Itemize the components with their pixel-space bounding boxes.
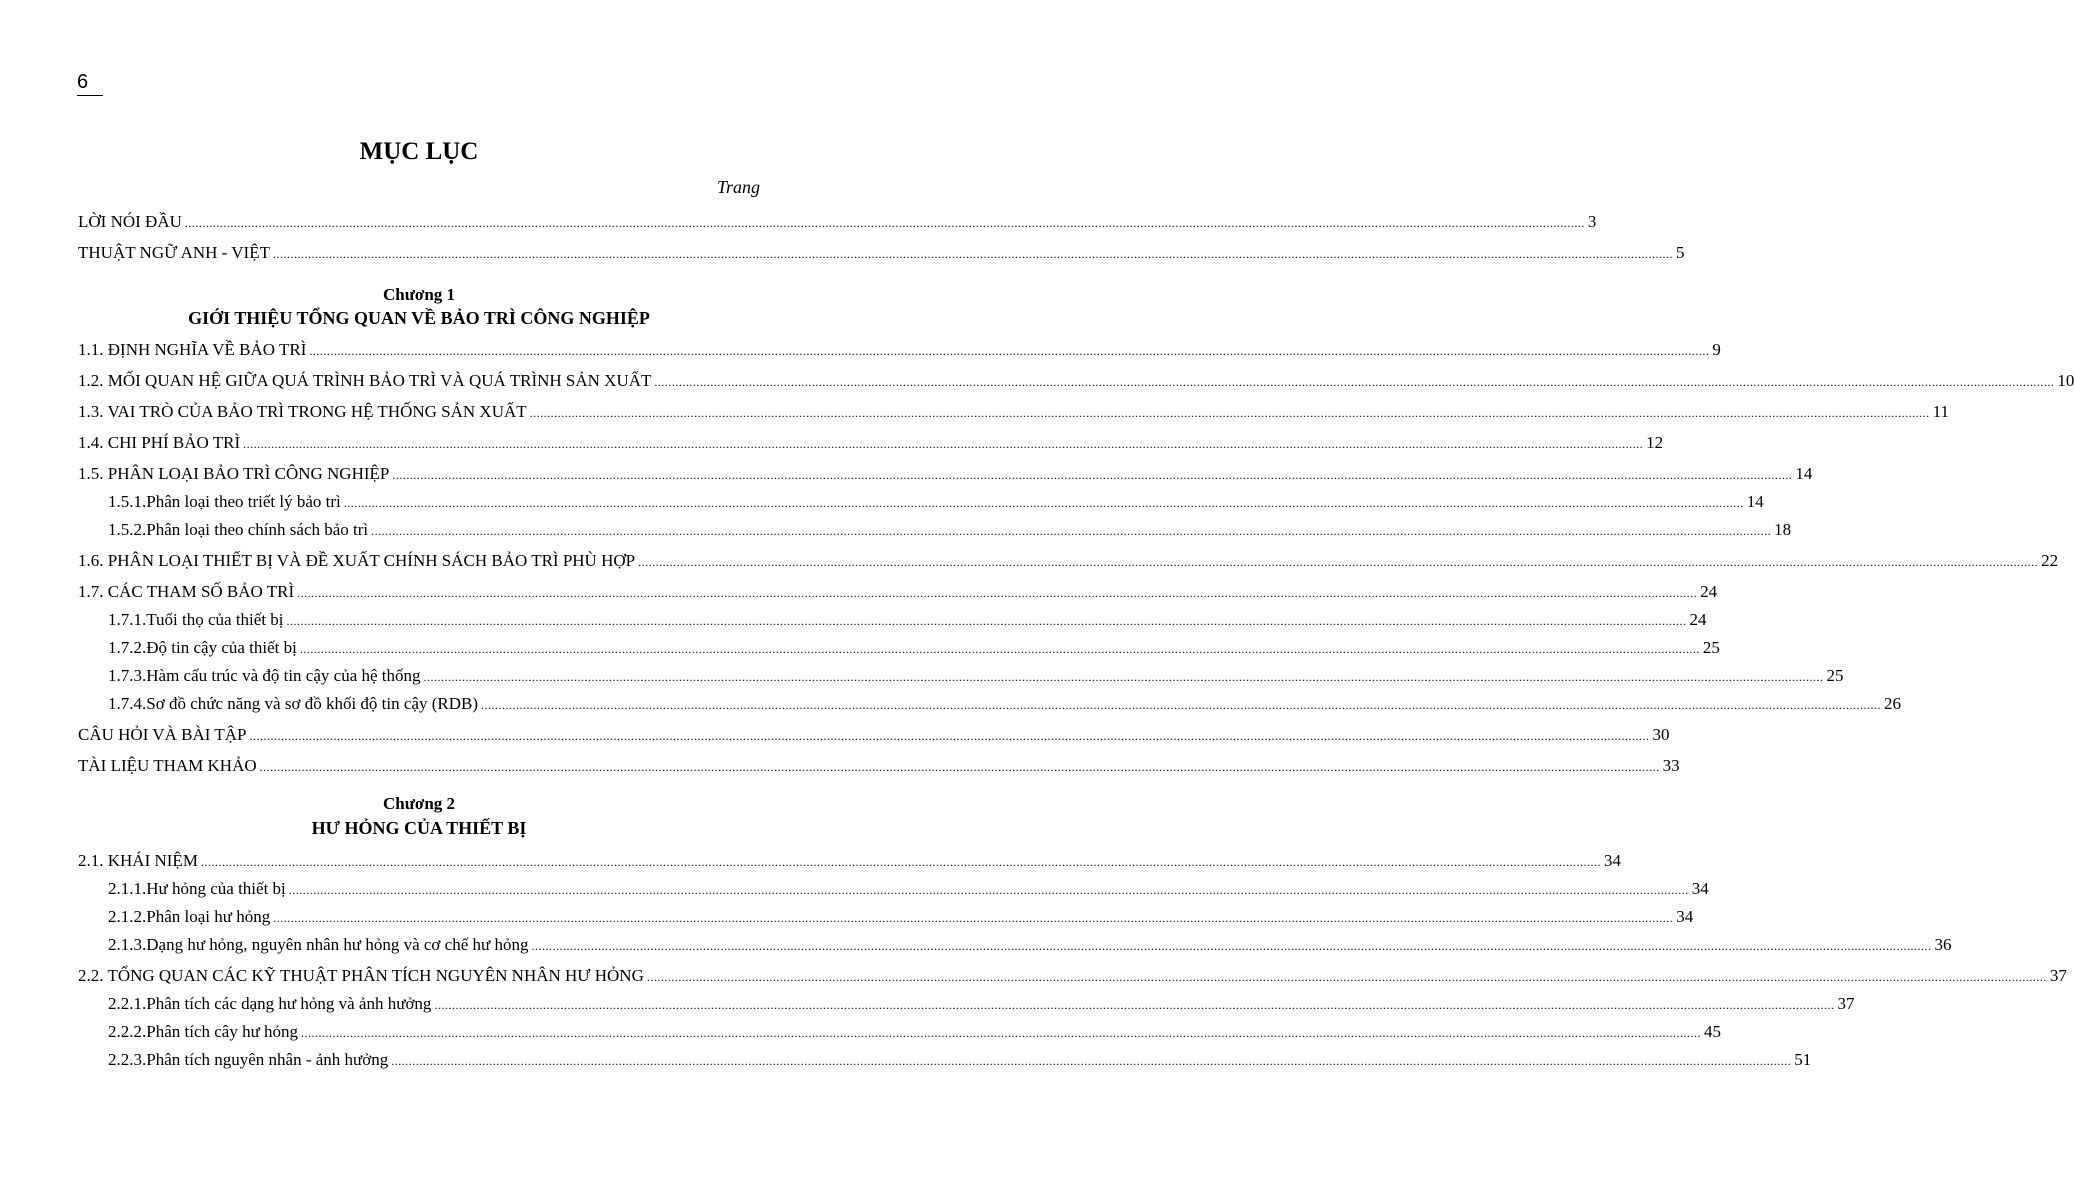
toc-entry-page: 33 bbox=[1662, 756, 1680, 775]
toc-entry-page: 5 bbox=[1676, 243, 1685, 262]
chapter-heading: Chương 2 bbox=[382, 794, 456, 813]
toc-entry-page: 34 bbox=[1676, 907, 1694, 926]
toc-dot-leader: ................................................................................................................................................................................................................................................................................................................................................................................................................ bbox=[299, 642, 1700, 656]
toc-entry-page: 37 bbox=[1837, 994, 1855, 1013]
toc-entry-page: 45 bbox=[1704, 1022, 1722, 1041]
toc-entry-label: LỜI NÓI ĐẦU bbox=[78, 212, 182, 231]
toc-entry-label: Dạng hư hỏng, nguyên nhân hư hỏng và cơ chế hư hỏng bbox=[146, 935, 529, 954]
toc-entry-page: 18 bbox=[1774, 520, 1792, 539]
toc-entry-label: CÂU HỎI VÀ BÀI TẬP bbox=[78, 725, 247, 744]
toc-entry-page: 24 bbox=[1700, 582, 1718, 601]
toc-entry[interactable] bbox=[78, 400, 1950, 424]
toc-dot-leader: ................................................................................................................................................................................................................................................................................................................................................................................................................ bbox=[297, 586, 1698, 600]
toc-dot-leader: ................................................................................................................................................................................................................................................................................................................................................................................................................ bbox=[309, 344, 1710, 358]
toc-dot-leader: ................................................................................................................................................................................................................................................................................................................................................................................................................ bbox=[288, 883, 1689, 897]
toc-dot-leader: ................................................................................................................................................................................................................................................................................................................................................................................................................ bbox=[434, 998, 1835, 1012]
toc-dot-leader: ................................................................................................................................................................................................................................................................................................................................................................................................................ bbox=[529, 406, 1930, 420]
toc-entry-page: 3 bbox=[1587, 212, 1597, 231]
toc-entry[interactable] bbox=[78, 849, 1621, 873]
toc-entry-page: 34 bbox=[1691, 879, 1709, 898]
toc-entry-label: 1.6. PHÂN LOẠI THIẾT BỊ VÀ ĐỀ XUẤT CHÍNH SÁCH BẢO TRÌ PHÙ HỢP bbox=[78, 551, 636, 570]
toc-dot-leader: ................................................................................................................................................................................................................................................................................................................................................................................................................ bbox=[646, 970, 2047, 984]
toc-dot-leader: ................................................................................................................................................................................................................................................................................................................................................................................................................ bbox=[286, 614, 1687, 628]
toc-dot-leader: ................................................................................................................................................................................................................................................................................................................................................................................................................ bbox=[654, 375, 2055, 389]
toc-dot-leader: ................................................................................................................................................................................................................................................................................................................................................................................................................ bbox=[391, 1054, 1792, 1068]
page-title: MỤC LỤC bbox=[359, 138, 479, 165]
toc-entry[interactable] bbox=[78, 369, 2074, 393]
toc-entry-page: 25 bbox=[1826, 666, 1844, 685]
toc-dot-leader: ................................................................................................................................................................................................................................................................................................................................................................................................................ bbox=[273, 911, 1674, 925]
toc-entry-label: 1.4. CHI PHÍ BẢO TRÌ bbox=[78, 433, 241, 452]
toc-subentry[interactable] bbox=[108, 992, 1855, 1016]
toc-dot-leader: ................................................................................................................................................................................................................................................................................................................................................................................................................ bbox=[423, 670, 1824, 684]
toc-entry-number: 1.7.1. bbox=[108, 610, 147, 629]
toc-dot-leader: ................................................................................................................................................................................................................................................................................................................................................................................................................ bbox=[273, 247, 1673, 261]
toc-entry-page: 25 bbox=[1702, 638, 1720, 657]
toc-subentry[interactable] bbox=[108, 518, 1792, 542]
toc-entry-number: 2.2.2. bbox=[108, 1022, 147, 1041]
toc-dot-leader: ................................................................................................................................................................................................................................................................................................................................................................................................................ bbox=[343, 496, 1744, 510]
toc-dot-leader: ................................................................................................................................................................................................................................................................................................................................................................................................................ bbox=[301, 1026, 1702, 1040]
toc-entry-page: 10 bbox=[2057, 371, 2074, 390]
toc-entry-label: 1.5. PHÂN LOẠI BẢO TRÌ CÔNG NGHIỆP bbox=[78, 464, 390, 483]
toc-entry-page: 36 bbox=[1934, 935, 1952, 954]
toc-subentry[interactable] bbox=[108, 877, 1709, 901]
toc-entry[interactable] bbox=[78, 723, 1670, 747]
toc-dot-leader: ................................................................................................................................................................................................................................................................................................................................................................................................................ bbox=[392, 468, 1793, 482]
toc-entry[interactable] bbox=[78, 241, 1685, 265]
toc-entry-label: 1.7. CÁC THAM SỐ BẢO TRÌ bbox=[78, 582, 295, 601]
toc-entry[interactable] bbox=[78, 431, 1664, 455]
toc-entry-page: 30 bbox=[1652, 725, 1670, 744]
toc-entry-page: 26 bbox=[1883, 694, 1901, 713]
toc-dot-leader: ................................................................................................................................................................................................................................................................................................................................................................................................................ bbox=[531, 939, 1932, 953]
toc-entry-page: 34 bbox=[1603, 851, 1621, 870]
toc-dot-leader: ................................................................................................................................................................................................................................................................................................................................................................................................................ bbox=[371, 524, 1772, 538]
toc-entry[interactable] bbox=[78, 549, 2059, 573]
toc-subentry[interactable] bbox=[108, 1048, 1812, 1072]
toc-entry-label: Phân tích các dạng hư hỏng và ảnh hưởng bbox=[146, 994, 432, 1013]
toc-entry-number: 1.5.1. bbox=[108, 492, 147, 511]
toc-entry-page: 14 bbox=[1795, 464, 1813, 483]
toc-dot-leader: ................................................................................................................................................................................................................................................................................................................................................................................................................ bbox=[249, 729, 1650, 743]
toc-entry-number: 1.7.4. bbox=[108, 694, 147, 713]
toc-entry-page: 12 bbox=[1646, 433, 1664, 452]
toc-entry-page: 37 bbox=[2049, 966, 2067, 985]
toc-subentry[interactable] bbox=[108, 490, 1764, 514]
toc-entry-label: Phân loại hư hỏng bbox=[146, 907, 271, 926]
toc-entry-number: 2.1.3. bbox=[108, 935, 147, 954]
toc-entry[interactable] bbox=[78, 338, 1721, 362]
toc-entry[interactable] bbox=[78, 754, 1680, 778]
toc-subentry[interactable] bbox=[108, 608, 1707, 632]
toc-entry-label: Hàm cấu trúc và độ tin cậy của hệ thống bbox=[146, 666, 421, 685]
chapter-title: GIỚI THIỆU TỔNG QUAN VỀ BẢO TRÌ CÔNG NGHIỆP bbox=[188, 308, 650, 328]
chapter-title: HƯ HỎNG CỦA THIẾT BỊ bbox=[311, 818, 527, 838]
toc-entry-label: THUẬT NGỮ ANH - VIỆT bbox=[78, 243, 270, 262]
toc-entry-number: 2.2.3. bbox=[108, 1050, 147, 1069]
toc-entry-page: 9 bbox=[1712, 340, 1721, 359]
toc-entry-number: 2.1.1. bbox=[108, 879, 147, 898]
chapter-heading: Chương 1 bbox=[382, 285, 456, 304]
toc-dot-leader: ................................................................................................................................................................................................................................................................................................................................................................................................................ bbox=[480, 698, 1881, 712]
toc-entry-label: 2.2. TỔNG QUAN CÁC KỸ THUẬT PHÂN TÍCH NGUYÊN NHÂN HƯ HỎNG bbox=[78, 966, 644, 985]
toc-entry-label: Hư hỏng của thiết bị bbox=[146, 879, 286, 898]
toc-entry-label: Phân tích nguyên nhân - ảnh hưởng bbox=[146, 1050, 389, 1069]
toc-entry-number: 2.2.1. bbox=[108, 994, 147, 1013]
toc-subentry[interactable] bbox=[108, 636, 1720, 660]
toc-entry-label: Phân loại theo triết lý bảo trì bbox=[146, 492, 341, 511]
toc-entry-label: Phân loại theo chính sách bảo trì bbox=[146, 520, 369, 539]
toc-subentry[interactable] bbox=[108, 933, 1952, 957]
toc-dot-leader: ................................................................................................................................................................................................................................................................................................................................................................................................................ bbox=[200, 855, 1601, 869]
toc-entry-label: Tuổi thọ của thiết bị bbox=[146, 610, 284, 629]
toc-dot-leader: ................................................................................................................................................................................................................................................................................................................................................................................................................ bbox=[243, 437, 1644, 451]
toc-entry-label: TÀI LIỆU THAM KHẢO bbox=[78, 756, 257, 775]
toc-entry-page: 24 bbox=[1689, 610, 1707, 629]
toc-entry[interactable] bbox=[78, 964, 2067, 988]
toc-entry-number: 1.5.2. bbox=[108, 520, 147, 539]
toc-subentry[interactable] bbox=[108, 1020, 1722, 1044]
toc-entry-number: 2.1.2. bbox=[108, 907, 147, 926]
toc-entry-label: 2.1. KHÁI NIỆM bbox=[78, 851, 198, 870]
toc-entry-label: Sơ đồ chức năng và sơ đồ khối độ tin cậy (RDB) bbox=[146, 694, 478, 713]
toc-subentry[interactable] bbox=[108, 905, 1694, 929]
page-number-rule bbox=[77, 95, 103, 96]
toc-dot-leader: ................................................................................................................................................................................................................................................................................................................................................................................................................ bbox=[259, 760, 1660, 774]
toc-entry[interactable] bbox=[78, 580, 1718, 604]
toc-entry-page: 22 bbox=[2041, 551, 2059, 570]
page-column-label: Trang bbox=[716, 177, 760, 197]
toc-entry[interactable] bbox=[78, 210, 1597, 234]
toc-subentry[interactable] bbox=[108, 692, 1901, 716]
toc-dot-leader: ................................................................................................................................................................................................................................................................................................................................................................................................................ bbox=[184, 216, 1585, 230]
toc-entry-label: Phân tích cây hư hỏng bbox=[146, 1022, 299, 1041]
page-number: 6 bbox=[77, 71, 89, 93]
toc-entry-label: 1.3. VAI TRÒ CỦA BẢO TRÌ TRONG HỆ THỐNG SẢN XUẤT bbox=[78, 402, 527, 421]
toc-entry-label: 1.1. ĐỊNH NGHĨA VỀ BẢO TRÌ bbox=[78, 340, 307, 359]
toc-entry-number: 1.7.3. bbox=[108, 666, 147, 685]
toc-entry-number: 1.7.2. bbox=[108, 638, 147, 657]
toc-entry-label: 1.2. MỐI QUAN HỆ GIỮA QUÁ TRÌNH BẢO TRÌ VÀ QUÁ TRÌNH SẢN XUẤT bbox=[78, 371, 652, 390]
toc-entry[interactable] bbox=[78, 462, 1813, 486]
toc-subentry[interactable] bbox=[108, 664, 1844, 688]
toc-dot-leader: ................................................................................................................................................................................................................................................................................................................................................................................................................ bbox=[638, 555, 2039, 569]
toc-entry-label: Độ tin cậy của thiết bị bbox=[146, 638, 297, 657]
toc-entry-page: 51 bbox=[1794, 1050, 1812, 1069]
toc-entry-page: 14 bbox=[1746, 492, 1764, 511]
toc-entry-page: 11 bbox=[1932, 402, 1950, 421]
